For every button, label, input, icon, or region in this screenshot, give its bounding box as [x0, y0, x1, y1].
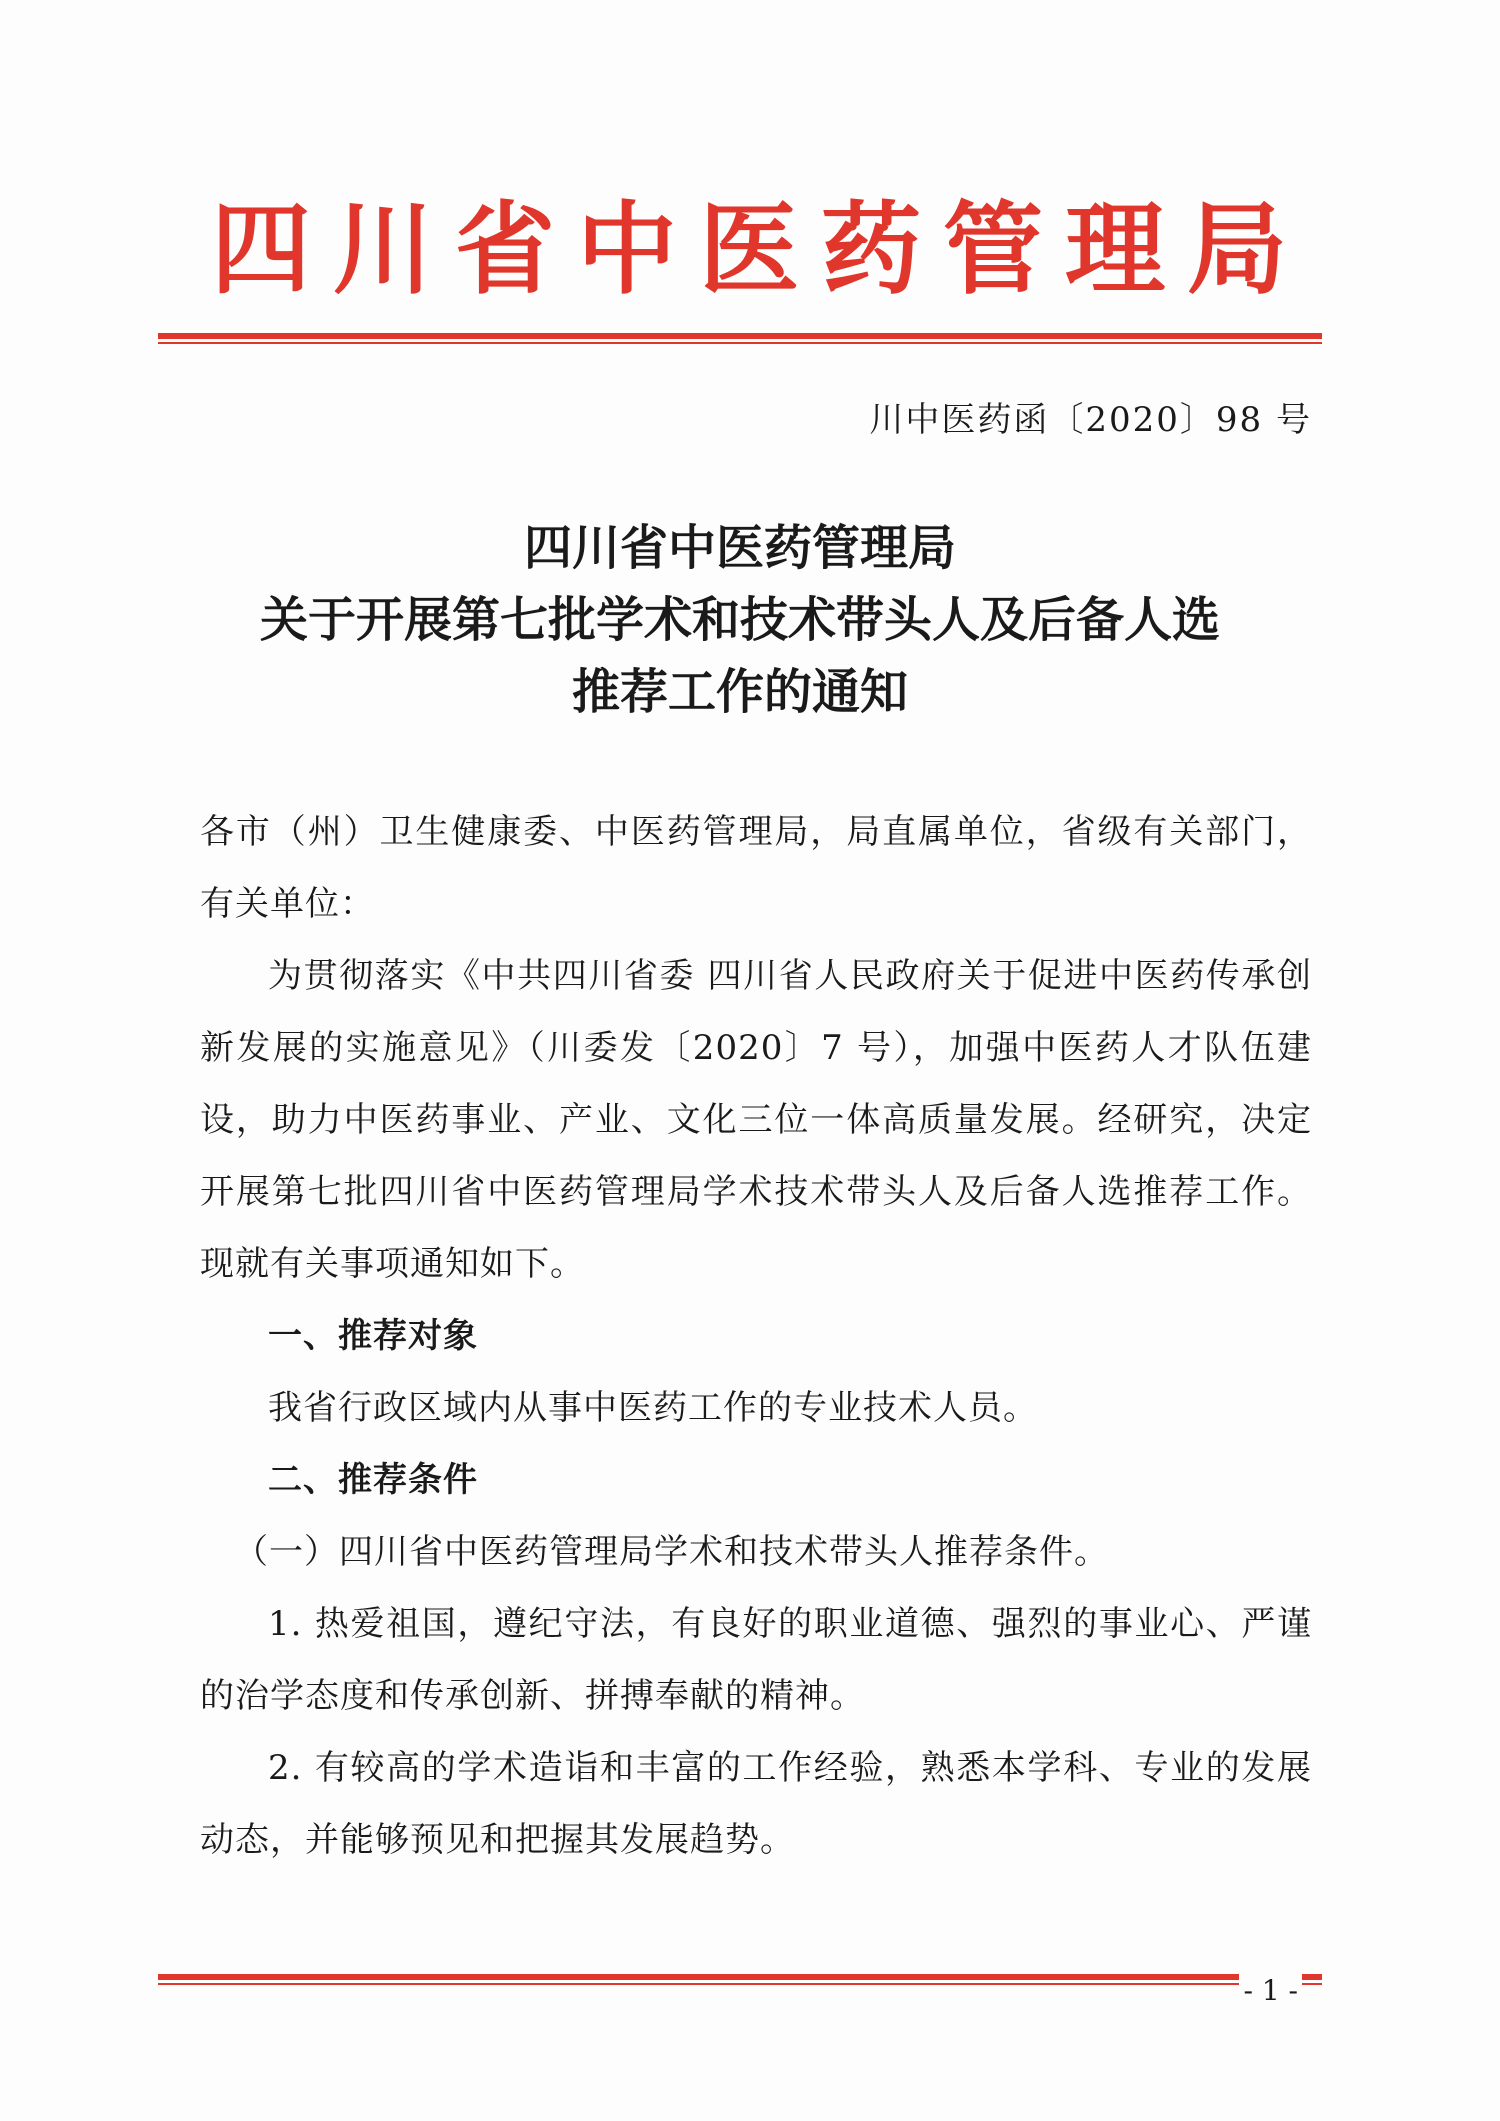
page-number: - 1 - — [1239, 1974, 1302, 2007]
section-2-heading: 二、推荐条件 — [268, 1460, 478, 1500]
title-line-2: 关于开展第七批学术和技术带头人及后备人选 — [259, 592, 1220, 648]
addressee: 各市（州）卫生健康委、中医药管理局，局直属单位，省级有关部门，有关单位： — [200, 812, 1312, 924]
title-line-1: 四川省中医药管理局 — [523, 520, 956, 576]
footer-red-rule — [158, 1974, 1322, 1985]
condition-item-1: 1. 热爱祖国，遵纪守法，有良好的职业道德、强烈的事业心、严谨的治学态度和传承创新、拼搏奉献的精神。 — [200, 1604, 1312, 1716]
title-line-3: 推荐工作的通知 — [571, 664, 908, 720]
document-body — [200, 796, 1312, 1876]
issuing-authority-header: 四川省中医药管理局 — [211, 191, 1309, 308]
section-2-subheading-1: （一）四川省中医药管理局学术和技术带头人推荐条件。 — [234, 1532, 1109, 1572]
section-1-heading: 一、推荐对象 — [268, 1316, 478, 1356]
intro-paragraph: 为贯彻落实《中共四川省委 四川省人民政府关于促进中医药传承创新发展的实施意见》（川委发〔2020〕7 号），加强中医药人才队伍建设，助力中医药事业、产业、文化三位一体高质量发展。经研究，决定开展第七批四川省中医药管理局学术技术带头人及后备人选推荐工作。现就有关事项通知如下。 — [200, 956, 1312, 1284]
condition-item-2: 2. 有较高的学术造诣和丰富的工作经验，熟悉本学科、专业的发展动态，并能够预见和把握其发展趋势。 — [200, 1748, 1312, 1860]
header-red-rule — [158, 333, 1322, 344]
document-number: 川中医药函〔2020〕98 号 — [869, 400, 1312, 440]
document-title — [150, 512, 1330, 728]
section-1-text: 我省行政区域内从事中医药工作的专业技术人员。 — [268, 1388, 1038, 1428]
